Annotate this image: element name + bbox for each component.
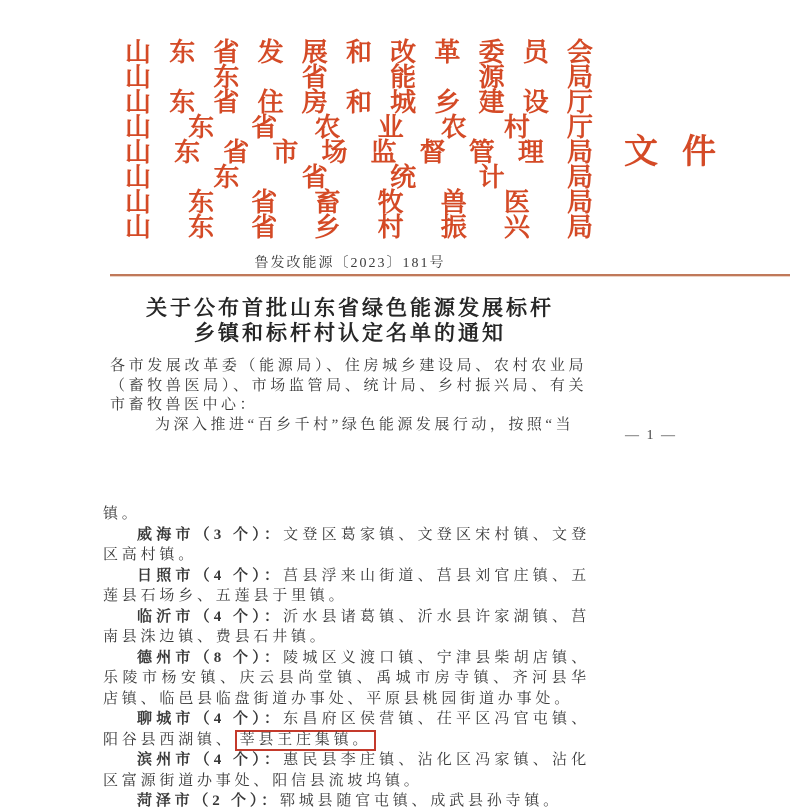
city-entry-liaocheng [103, 709, 590, 750]
page2-body [103, 504, 590, 812]
agency-name: 山 东 省 住 房 和 城 乡 建 设 厅 [125, 88, 593, 117]
city-label: 德州市（8 个）： [137, 649, 284, 666]
agency-name: 山 东 省 统 计 局 [125, 163, 593, 192]
city-label: 滨州市（4 个）： [137, 752, 284, 768]
intro-paragraph: 为深入推进“百乡千村”绿色能源发展行动，按照“当 [155, 416, 574, 433]
highlight-box: 莘县王庄集镇。 [235, 730, 377, 751]
agency-name: 山 东 省 能 源 局 [125, 63, 593, 92]
title-line-2: 乡镇和标杆村认定名单的通知 [194, 321, 506, 345]
continuation-line: 镇。 [103, 506, 141, 522]
city-label: 日照市（4 个）： [137, 567, 284, 584]
agency-name: 山 东 省 畜 牧 兽 医 局 [125, 188, 593, 217]
agency-name: 山 东 省 发 展 和 改 革 委 员 会 [125, 38, 593, 67]
page1-body [110, 357, 587, 435]
city-label: 聊城市（4 个）： [137, 711, 284, 727]
city-entry-dezhou [103, 648, 590, 710]
city-label: 威海市（3 个）： [137, 526, 284, 543]
city-label: 菏泽市（2 个）： [137, 793, 280, 809]
document-number: 鲁发改能源〔2023〕181号 [254, 256, 446, 271]
city-entry-linyi [103, 607, 590, 648]
title-line-1: 关于公布首批山东省绿色能源发展标杆 [146, 296, 554, 320]
city-entry-weihai [103, 525, 590, 566]
city-towns: 文登区葛家镇、文登区宋村镇、文登区高村镇。 [103, 526, 590, 563]
city-entry-binzhou [103, 750, 590, 791]
city-towns: 莒县浮来山街道、莒县刘官庄镇、五莲县石场乡、五莲县于里镇。 [103, 567, 590, 604]
city-towns: 沂水县诸葛镇、沂水县许家湖镇、莒南县洙边镇、费县石井镇。 [103, 608, 590, 645]
agency-name: 山 东 省 市 场 监 督 管 理 局 [125, 138, 593, 167]
city-towns: 郓城县随官屯镇、成武县孙寺镇。 [279, 793, 562, 809]
city-label: 临沂市（4 个）： [137, 608, 284, 625]
document-label: 文 件 [624, 134, 716, 171]
page-number: — 1 — [625, 428, 677, 443]
agency-name: 山 东 省 乡 村 振 兴 局 [125, 213, 593, 242]
city-towns: 东昌府区侯营镇、茌平区冯官屯镇、阳谷县西湖镇、 [103, 711, 590, 748]
city-towns: 陵城区义渡口镇、宁津县柴胡店镇、乐陵市杨安镇、庆云县尚堂镇、禹城市房寺镇、齐河县华店镇、临邑县临盘街道办事处、平原县桃园街道办事处。 [103, 649, 590, 707]
agency-header [125, 40, 593, 240]
recipients-paragraph: 各市发展改革委（能源局）、住房城乡建设局、农村农业局（畜牧兽医局）、市场监管局、统计局、乡村振兴局、有关市畜牧兽医中心： [110, 358, 587, 413]
city-entry-heze [103, 791, 590, 812]
city-towns: 惠民县李庄镇、沾化区冯家镇、沾化区富源街道办事处、阳信县流坡坞镇。 [103, 752, 590, 789]
agency-name: 山 东 省 农 业 农 村 厅 [125, 113, 593, 142]
document-title [110, 296, 590, 346]
header-divider-line [110, 274, 790, 277]
city-entry-rizhao [103, 566, 590, 607]
